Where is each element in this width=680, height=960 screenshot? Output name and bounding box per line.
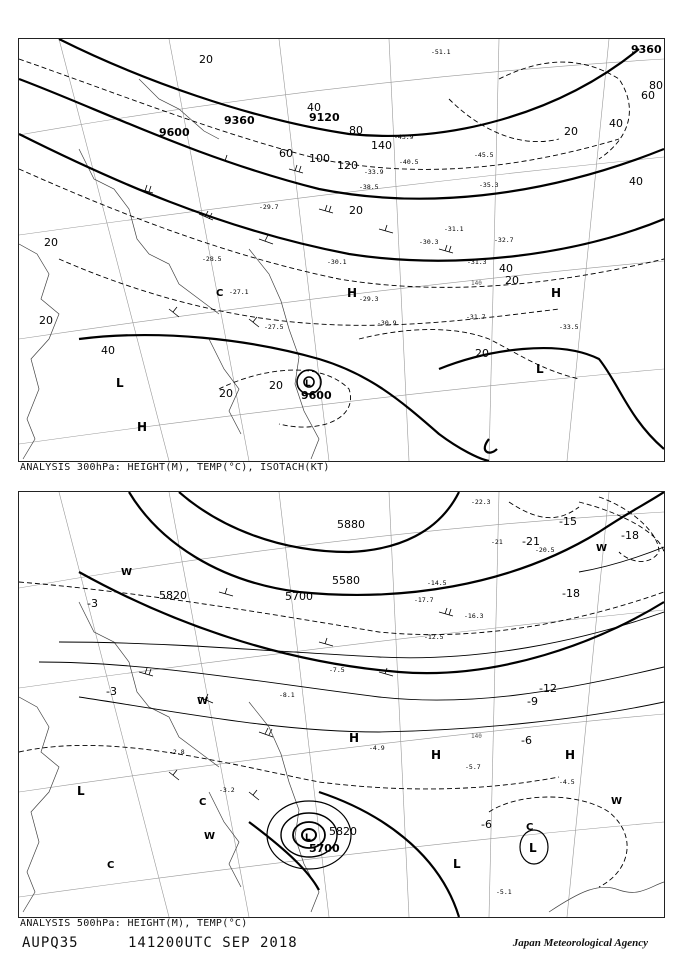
height-label: 5580 xyxy=(332,574,360,587)
low-center: L xyxy=(77,784,85,798)
map-500hpa xyxy=(18,491,665,918)
height-label: 9120 xyxy=(309,111,340,124)
warm-center: W xyxy=(596,543,608,554)
height-contours xyxy=(79,492,664,917)
low-center: L xyxy=(536,362,544,376)
temp-label: -31.7 xyxy=(466,313,486,321)
station-temp: -16.3 xyxy=(464,612,484,620)
product-code: AUPQ35 xyxy=(22,935,79,951)
temp-label: -29.3 xyxy=(359,295,379,303)
height-label: 9600 xyxy=(159,126,190,139)
isotherm-label: -9 xyxy=(527,695,538,708)
isotach-label: 20 xyxy=(39,314,53,327)
temp-contour-labels xyxy=(87,515,639,831)
agency-name: Japan Meteorological Agency xyxy=(512,937,648,949)
temp-label: -30.9 xyxy=(377,319,397,327)
isotherm-label: -3 xyxy=(87,597,98,610)
isotach-label: 100 xyxy=(309,152,330,165)
high-center: H xyxy=(551,286,562,300)
temp-label: -45.5 xyxy=(474,151,494,159)
warm-center: W xyxy=(197,696,209,707)
station-temp: -20.5 xyxy=(535,546,555,554)
isotach-label: 20 xyxy=(564,125,578,138)
temp-label: -32.7 xyxy=(494,236,514,244)
isotach-label: 20 xyxy=(269,379,283,392)
cold-center: C xyxy=(526,822,534,833)
station-temp: -17.7 xyxy=(414,596,434,604)
isotherm-label: -18 xyxy=(621,529,639,542)
map-300hpa xyxy=(18,38,665,462)
isotach-label-group xyxy=(39,53,663,400)
isotach-label: 20 xyxy=(349,204,363,217)
temp-label: -28.5 xyxy=(202,255,222,263)
station-temp: -2.8 xyxy=(169,748,185,756)
temp-label: -30.1 xyxy=(327,258,347,266)
station-temp: -14.5 xyxy=(427,579,447,587)
temp-label: -35.3 xyxy=(479,181,499,189)
height-contours xyxy=(19,39,664,461)
temp-label: -31.3 xyxy=(467,258,487,266)
cold-center: C xyxy=(216,288,224,299)
cold-center: C xyxy=(199,797,207,808)
height-label: 9600 xyxy=(301,389,332,402)
warm-center: W xyxy=(611,796,623,807)
chart-caption-500hpa: ANALYSIS 500hPa: HEIGHT(M), TEMP(°C) xyxy=(20,918,248,929)
high-center: H xyxy=(137,420,148,434)
temp-label: -33.9 xyxy=(364,168,384,176)
pressure-centers xyxy=(116,286,561,434)
temp-label: -30.3 xyxy=(419,238,439,246)
low-center: L xyxy=(116,376,124,390)
map-500hpa-graphic xyxy=(19,492,664,917)
isotach-label: 120 xyxy=(337,159,358,172)
isotach-label: 40 xyxy=(101,344,115,357)
height-label: 9360 xyxy=(631,43,662,56)
isotach-label: 40 xyxy=(609,117,623,130)
height-label: 5880 xyxy=(337,518,365,531)
isotherm-label: -21 xyxy=(522,535,540,548)
isotherm-label: -15 xyxy=(559,515,577,528)
height-label: 5820 xyxy=(329,825,357,838)
isotherm-label: -6 xyxy=(521,734,532,747)
high-center: H xyxy=(349,731,360,745)
isotherm-label: -12 xyxy=(539,682,557,695)
station-temp: -4.9 xyxy=(369,744,385,752)
isotach-label: 20 xyxy=(199,53,213,66)
grid-label-140: 140 xyxy=(471,280,482,287)
temp-label: -43.9 xyxy=(394,133,414,141)
grid-label-140: 140 xyxy=(471,733,482,740)
height-label: 5700 xyxy=(285,590,313,603)
low-center: L xyxy=(453,857,461,871)
isotach-label: 60 xyxy=(279,147,293,160)
isotach-label: 20 xyxy=(219,387,233,400)
isotach-label: 80 xyxy=(649,79,663,92)
map-300hpa-graphic xyxy=(19,39,664,461)
station-temp: -22.3 xyxy=(471,498,491,506)
high-center: H xyxy=(565,748,576,762)
temp-label: -29.7 xyxy=(259,203,279,211)
station-temp: -5.7 xyxy=(465,763,481,771)
isotach-contours xyxy=(19,59,664,427)
low-center: L xyxy=(305,379,311,389)
station-temp: -8.1 xyxy=(279,691,295,699)
chart-caption-300hpa: ANALYSIS 300hPa: HEIGHT(M), TEMP(°C), ISOTACH(KT) xyxy=(20,462,330,473)
station-temp: -12.5 xyxy=(424,633,444,641)
temp-label: -33.5 xyxy=(559,323,579,331)
warm-center: W xyxy=(204,831,216,842)
temp-label: -38.5 xyxy=(359,183,379,191)
warm-center: W xyxy=(121,567,133,578)
graticule xyxy=(19,492,664,917)
isotach-label: 20 xyxy=(505,274,519,287)
high-center: H xyxy=(431,748,442,762)
isotach-label: 20 xyxy=(475,347,489,360)
height-label-group xyxy=(159,518,365,855)
isotach-label: 80 xyxy=(349,124,363,137)
low-center: L xyxy=(529,841,537,855)
height-label-group xyxy=(159,43,662,402)
graticule xyxy=(19,39,664,461)
isotach-label: 60 xyxy=(641,89,655,102)
station-temp: -4.5 xyxy=(559,778,575,786)
height-label: 9360 xyxy=(224,114,255,127)
temp-label: -31.1 xyxy=(444,225,464,233)
isotherm-label: -6 xyxy=(481,818,492,831)
isotach-label: 140 xyxy=(371,139,392,152)
temp-label: -27.1 xyxy=(229,288,249,296)
isotach-label: 40 xyxy=(499,262,513,275)
station-temp: -7.5 xyxy=(329,666,345,674)
temp-label: -51.1 xyxy=(431,48,451,56)
cold-center: C xyxy=(107,860,115,871)
high-center: H xyxy=(347,286,358,300)
temp-label: -40.5 xyxy=(399,158,419,166)
temp-label: -27.5 xyxy=(264,323,284,331)
height-label: 5820 xyxy=(159,589,187,602)
low-center: L xyxy=(305,833,311,843)
isotach-label: 40 xyxy=(629,175,643,188)
station-temp: -5.1 xyxy=(496,888,512,896)
station-temp: -21 xyxy=(491,538,503,546)
isotherm-label: -3 xyxy=(106,685,117,698)
height-label: 5700 xyxy=(309,842,340,855)
isotach-label: 40 xyxy=(307,101,321,114)
issue-time: 141200UTC SEP 2018 xyxy=(128,935,298,951)
isotherm-label: -18 xyxy=(562,587,580,600)
isotach-label: 20 xyxy=(44,236,58,249)
station-temp: -3.2 xyxy=(219,786,235,794)
